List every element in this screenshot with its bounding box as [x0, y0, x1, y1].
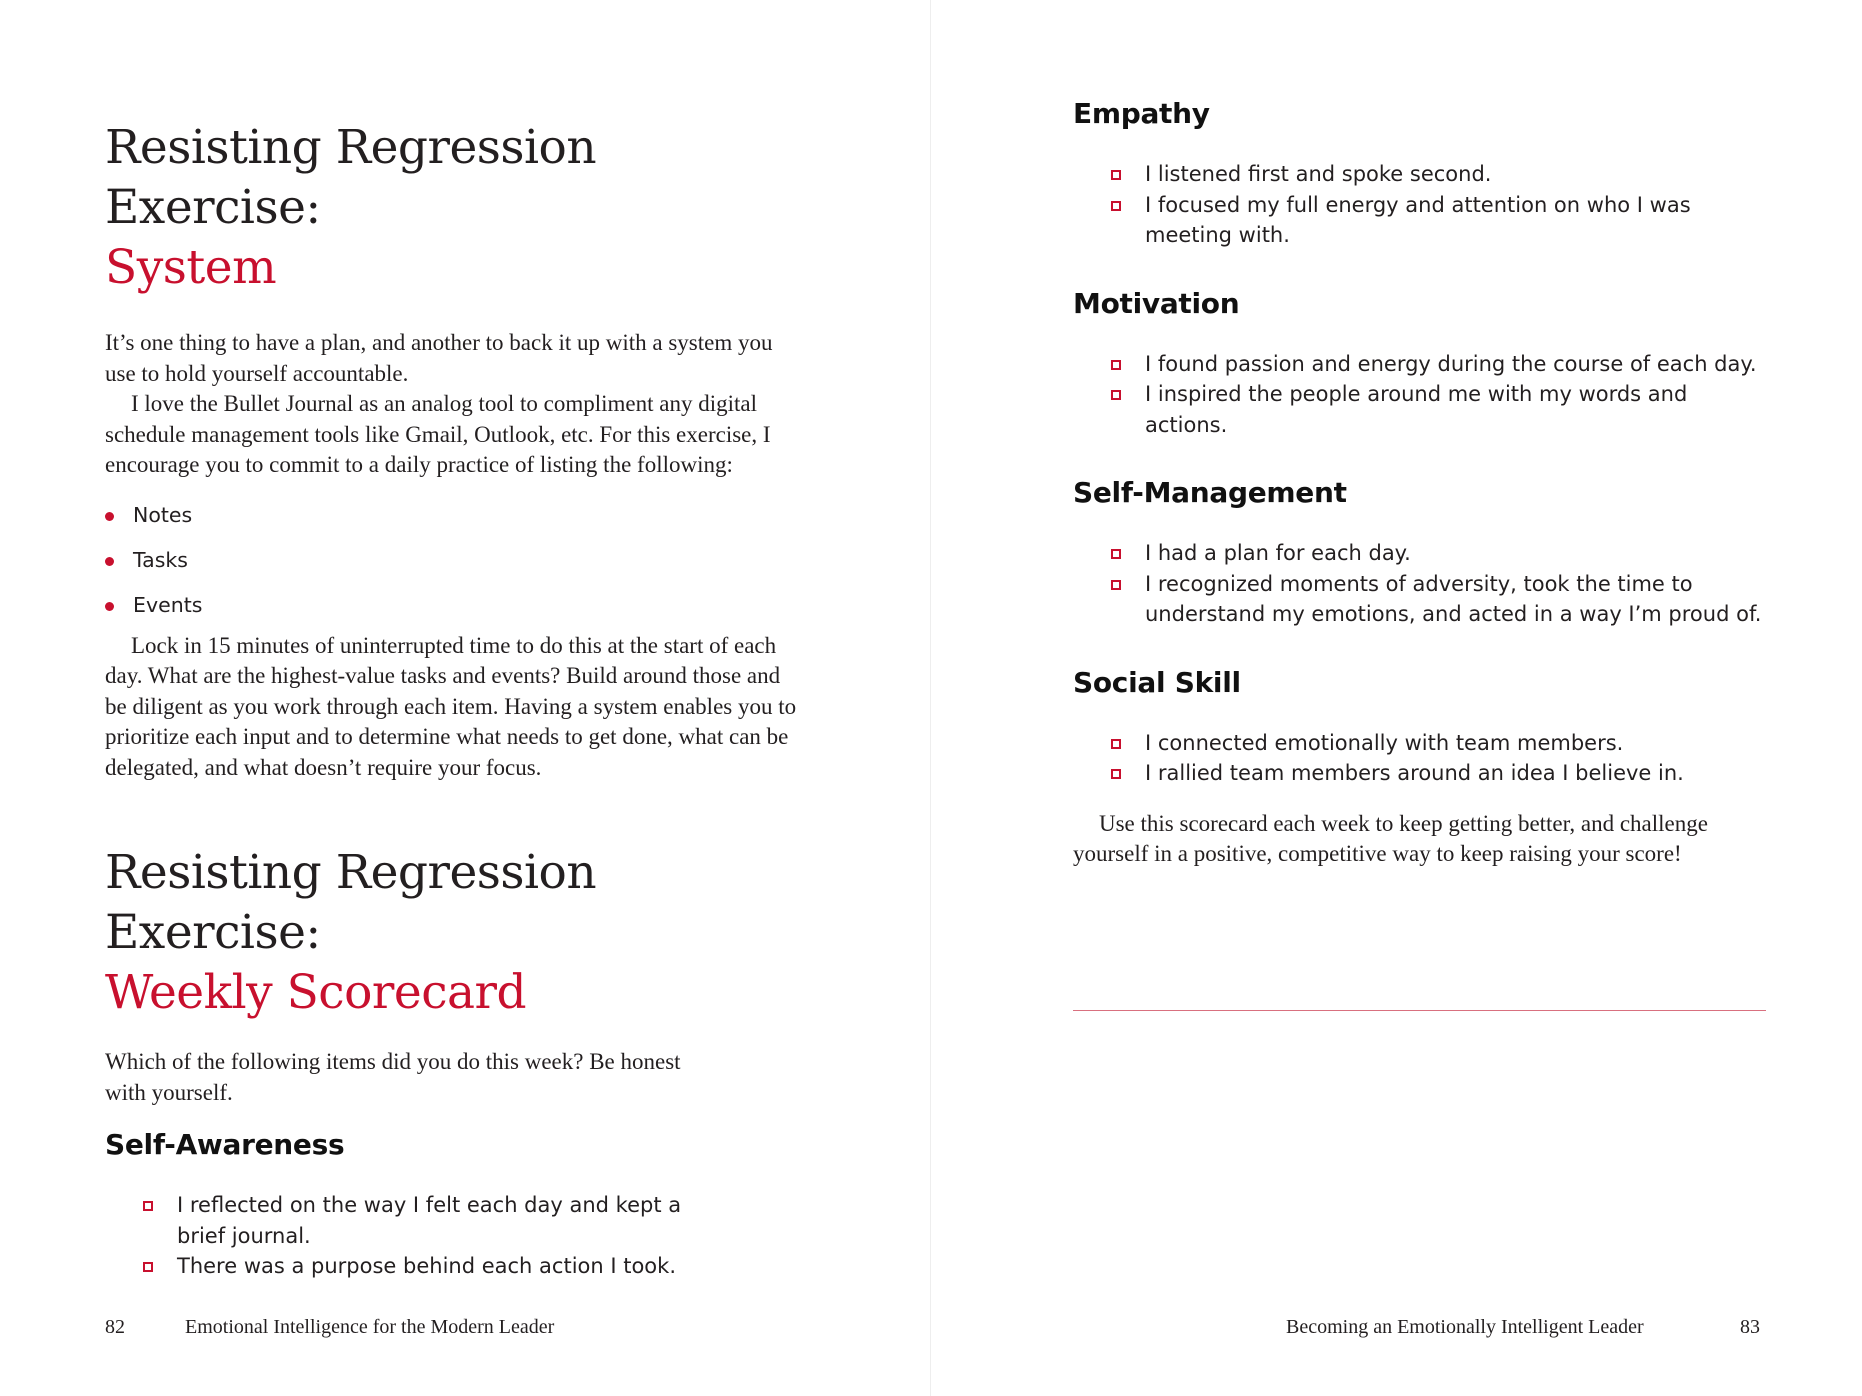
- social-skill-checklist: [1073, 728, 1773, 789]
- checkbox-icon[interactable]: [1111, 739, 1121, 749]
- checkbox-icon[interactable]: [1111, 390, 1121, 400]
- checklist-text: I had a plan for each day.: [1145, 541, 1411, 565]
- checklist-text: There was a purpose behind each action I took.: [177, 1254, 676, 1278]
- left-page-content: [105, 118, 805, 1282]
- left-running-title: Emotional Intelligence for the Modern Leader: [185, 1316, 555, 1338]
- left-page-number: 82: [105, 1316, 125, 1338]
- scorecard-heading-line1: Resisting Regression Exercise:: [105, 845, 597, 960]
- motivation-checklist: [1073, 349, 1773, 441]
- bullet-label: Events: [133, 592, 203, 617]
- checklist-text: I recognized moments of adversity, took the time to understand my emotions, and acted in a way I’m proud of.: [1145, 571, 1762, 626]
- checklist-text: I rallied team members around an idea I believe in.: [1145, 761, 1684, 785]
- checkbox-icon[interactable]: [1111, 201, 1121, 211]
- checklist-text: I listened first and spoke second.: [1145, 162, 1492, 186]
- motivation-title: Motivation: [1073, 286, 1240, 320]
- checkbox-icon[interactable]: [1111, 549, 1121, 559]
- social-skill-title: Social Skill: [1073, 665, 1241, 699]
- checklist-item: [1111, 758, 1773, 789]
- system-paragraph-3: Lock in 15 minutes of uninterrupted time to do this at the start of each day. What are the highest-value tasks and events? Build around those and be diligent as you work through each item. Having a system enables you to prioritize each input and to determine what needs to get done, what can be delegated, and what doesn’t require your focus.: [105, 632, 797, 780]
- checkbox-icon[interactable]: [1111, 580, 1121, 590]
- bullet-label: Tasks: [133, 547, 188, 572]
- checklist-item: [143, 1251, 723, 1282]
- scorecard-heading: [105, 843, 805, 1023]
- checklist-item: [1111, 538, 1773, 569]
- checklist-item: [1111, 569, 1773, 630]
- bullet-dot-icon: [105, 512, 114, 521]
- checklist-text: I inspired the people around me with my words and actions.: [1145, 382, 1688, 437]
- checklist-text: I found passion and energy during the course of each day.: [1145, 351, 1757, 376]
- system-heading: [105, 118, 805, 298]
- scorecard-heading-line2: Weekly Scorecard: [105, 965, 527, 1020]
- checklist-text: I connected emotionally with team members.: [1145, 730, 1624, 755]
- bullet-label: Notes: [133, 502, 193, 527]
- checklist-item: [1111, 159, 1773, 190]
- bullet-item: [105, 593, 805, 617]
- checkbox-icon[interactable]: [1111, 360, 1121, 370]
- system-heading-line1: Resisting Regression Exercise:: [105, 120, 597, 235]
- self-management-title: Self-Management: [1073, 476, 1347, 509]
- system-paragraph-2: I love the Bullet Journal as an analog tool to compliment any digital schedule management tools like Gmail, Outlook, etc. For this exercise, I encourage you to commit to a daily practice of listing the following:: [105, 391, 771, 477]
- checkbox-icon[interactable]: [143, 1201, 153, 1211]
- scorecard-intro: Which of the following items did you do this week? Be honest with yourself.: [105, 1049, 681, 1105]
- bullet-item: [105, 503, 805, 527]
- right-running-title: Becoming an Emotionally Intelligent Leader: [1286, 1316, 1644, 1338]
- bullet-item: [105, 548, 805, 572]
- section-divider: [1073, 1010, 1766, 1011]
- bullet-list: [105, 503, 805, 617]
- bullet-dot-icon: [105, 602, 114, 611]
- checkbox-icon[interactable]: [1111, 769, 1121, 779]
- checklist-item: [143, 1190, 723, 1251]
- checklist-text: I focused my full energy and attention on who I was meeting with.: [1145, 192, 1691, 247]
- self-awareness-title: Self-Awareness: [105, 1128, 345, 1161]
- right-page-number: 83: [1740, 1316, 1760, 1338]
- empathy-title: Empathy: [1073, 97, 1210, 130]
- checkbox-icon[interactable]: [143, 1262, 153, 1272]
- self-awareness-checklist: [105, 1190, 723, 1282]
- empathy-checklist: [1073, 159, 1773, 251]
- checklist-item: [1111, 728, 1773, 759]
- right-page-content: [1073, 97, 1773, 870]
- checklist-text: I reflected on the way I felt each day and kept a brief journal.: [177, 1193, 682, 1248]
- checklist-item: [1111, 190, 1773, 251]
- bullet-dot-icon: [105, 557, 114, 566]
- system-paragraph-1: It’s one thing to have a plan, and another to back it up with a system you use to hold yourself accountable.: [105, 330, 773, 386]
- self-management-checklist: [1073, 538, 1773, 630]
- checkbox-icon[interactable]: [1111, 170, 1121, 180]
- checklist-item: [1111, 379, 1773, 440]
- checklist-item: [1111, 349, 1773, 380]
- closing-paragraph: Use this scorecard each week to keep getting better, and challenge yourself in a positive, competitive way to keep raising your score!: [1073, 810, 1708, 866]
- system-heading-line2: System: [105, 240, 277, 295]
